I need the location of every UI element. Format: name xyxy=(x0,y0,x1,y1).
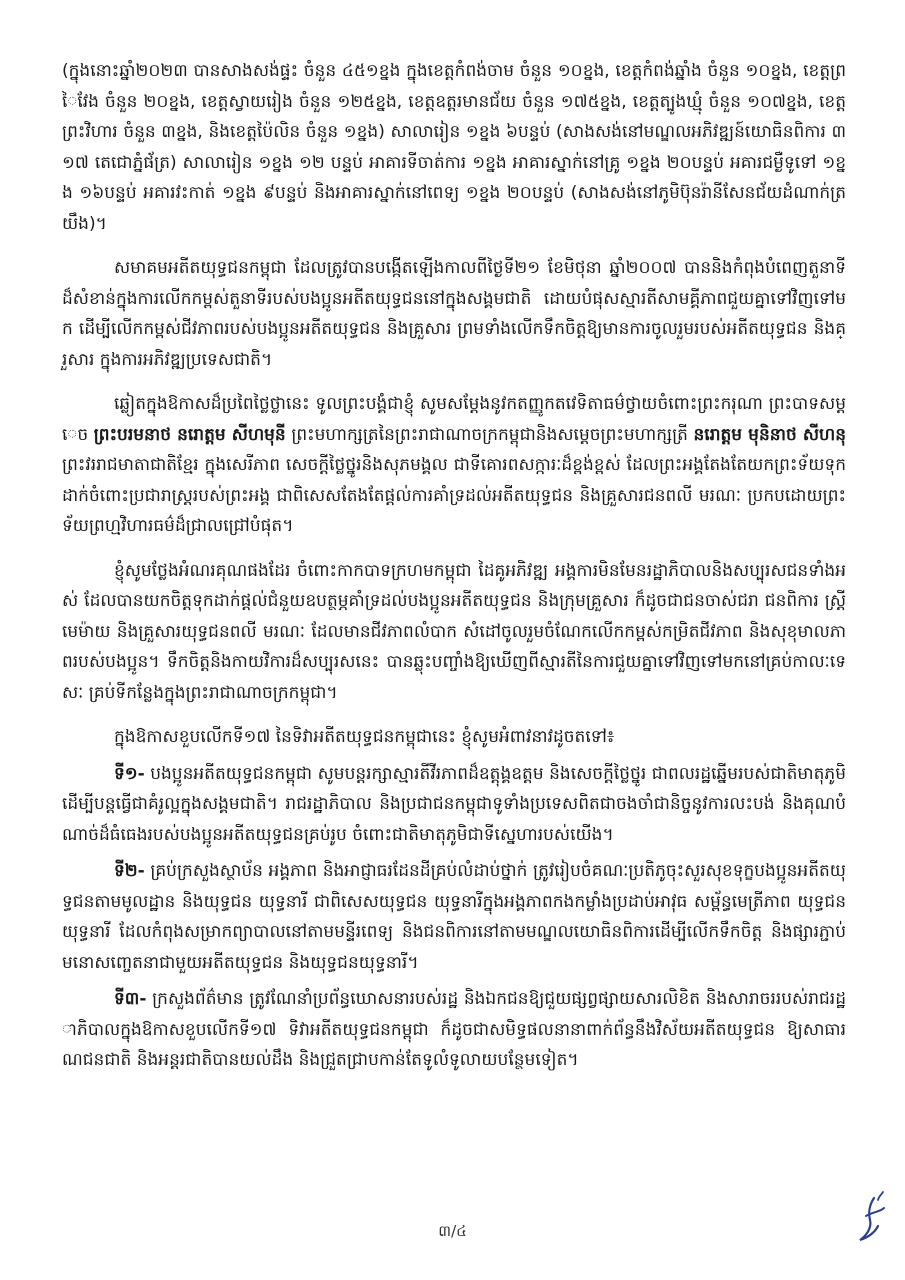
text-run: ក្រសួងព័ត៌មាន ត្រូវណែនាំប្រព័ន្ធឃោសនារបស់រដ្ឋ និងឯកជនឱ្យជួយផ្សព្វផ្សាយសារលិខិត និងសារាចររបស់រាជរដ្ឋាភិបាលក្នុងឱកាសខួបលើកទី១៧ ទិវាអតីតយុទ្ធជនកម្ពុជា ក៏ដូចជាសមិទ្ធផលនានាពាក់ព័ន្ធនឹងវិស័យអតីតយុទ្ធជន ឱ្យសាធារណជនជាតិ និងអន្តរជាតិបានយល់ដឹង និងជ្រួតជ្រាបកាន់តែទូលំទូលាយបន្ថែមទៀត។ xyxy=(62,989,846,1070)
text-run: (ក្នុងនោះឆ្នាំ២០២៣ បានសាងសង់ផ្ទះ ចំនួន ៤៥១ខ្នង ក្នុងខេត្តកំពង់ចាម ចំនួន ១០ខ្នង, ខេត្តកំពង់ឆ្នាំង ចំនួន ១០ខ្នង, ខេត្តព្រៃវែង ចំនួន ២០ខ្នង, ខេត្តស្វាយរៀង ចំនួន ១២៥ខ្នង, ខេត្តឧត្តរមានជ័យ ចំនួន ១៧៥ខ្នង, ខេត្តត្បូងឃ្មុំ ចំនួន ១០៧ខ្នង, ខេត្តព្រះវិហារ ចំនួន ៣ខ្នង, និងខេត្តប៉ៃលិន ចំនួន ១ខ្នង) សាលារៀន ១ខ្នង ៦បន្ទប់ (សាងសង់នៅមណ្ឌលអភិវឌ្ឍន៍យោធិនពិការ ៣១៧ តេជោភ្នំផ័ត្រ) សាលារៀន ១ខ្នង ១២ បន្ទប់ អាគារទីចាត់ការ ១ខ្នង អាគារស្នាក់នៅគ្រូ ១ខ្នង ២០បន្ទប់ អគារជម្ងឺទូទៅ ១ខ្នង ១៦បន្ទប់ អគារវះកាត់ ១ខ្នង ៩បន្ទប់ និងអាគារស្នាក់នៅពេទ្យ ១ខ្នង ២០បន្ទប់ (សាងសង់នៅភូមិប៊ុនរ៉ានីសែនជ័យដំណាក់ត្រយឹង)។ xyxy=(62,61,846,234)
text-run: ព្រះវររាជមាតាជាតិខ្មែរ ក្នុងសេរីភាព សេចក្តីថ្លៃថ្នូរនិងសុភមង្គល ជាទីគោរពសក្ការៈដ៏ខ្ពង់ខ្ពស់ ដែលព្រះអង្គតែងតែយកព្រះទ័យទុកដាក់ចំពោះប្រជារាស្ត្ររបស់ព្រះអង្គ ជាពិសេសតែងតែផ្តល់ការគាំទ្រដល់អតីតយុទ្ធជន និងគ្រួសារជនពលី មរណៈ ប្រកបដោយព្រះទ័យព្រហ្មវិហារធម៌ដ៏ជ្រាលជ្រៅបំផុត។ xyxy=(62,455,846,536)
document-body xyxy=(62,56,846,1090)
paragraph-p2 xyxy=(62,253,846,375)
bold-text-run: ព្រះបរមនាថ នរោត្តម សីហមុនី xyxy=(93,424,286,445)
paragraph-p6 xyxy=(62,759,846,851)
page-number: ៣/៤ xyxy=(438,1222,467,1240)
paragraph-p5 xyxy=(62,722,846,753)
bold-text-run: ទី២- xyxy=(114,861,145,881)
paragraph-p3 xyxy=(62,389,846,542)
paragraph-p4 xyxy=(62,556,846,709)
text-run: គ្រប់ក្រសួងស្ថាប័ន អង្គភាព និងអាជ្ញាធរដែនដីគ្រប់លំដាប់ថ្នាក់ ត្រូវរៀបចំគណៈប្រតិភូចុះសួរសុខទុក្ខបងប្អូនអតីតយុទ្ធជនតាមមូលដ្ឋាន និងយុទ្ធជន យុទ្ធនារី ជាពិសេសយុទ្ធជន យុទ្ធនារីក្នុងអង្គភាពកងកម្លាំងប្រដាប់អាវុធ សម្ព័ន្ធមេត្រីភាព យុទ្ធជន យុទ្ធនារី ដែលកំពុងសម្រាកព្យាបាលនៅតាមមន្ទីរពេទ្យ និងជនពិការនៅតាមមណ្ឌលយោធិនពិការដើម្បីលើកទឹកចិត្ត និងផ្សារភ្ជាប់មនោសញ្ចេតនាជាមួយអតីតយុទ្ធជន និងយុទ្ធជនយុទ្ធនារី។ xyxy=(62,861,846,973)
paragraph-p1 xyxy=(62,56,846,239)
text-run: ឆ្លៀតក្នុងឱកាសដ៏ប្រពៃថ្លៃថ្លានេះ ទូលព្រះបង្គំជាខ្ញុំ សូមសម្តែងនូវកតញ្ញូកតវេទិតាធម៌ថ្វាយចំពោះព្រះករុណា ព្រះបាទសម្តេច xyxy=(62,394,846,445)
text-run: សមាគមអតីតយុទ្ធជនកម្ពុជា ដែលត្រូវបានបង្កើតឡើងកាលពីថ្ងៃទី២១ ខែមិថុនា ឆ្នាំ២០០៧ បាននិងកំពុងបំពេញតួនាទីដ៏សំខាន់ក្នុងការលើកកម្ពស់តួនាទីរបស់បងប្អូនអតីតយុទ្ធជននៅក្នុងសង្គមជាតិ ដោយបំផុសស្មារតីសាមគ្គីភាពជួយគ្នាទៅវិញទៅមក ដើម្បីលើកកម្ពស់ជីវភាពរបស់បងប្អូនអតីតយុទ្ធជន និងគ្រួសារ ព្រមទាំងលើកទឹកចិត្តឱ្យមានការចូលរួមរបស់អតីតយុទ្ធជន និងគ្រួសារ ក្នុងការអភិវឌ្ឍប្រទេសជាតិ។ xyxy=(62,258,846,370)
paragraph-p8 xyxy=(62,984,846,1076)
text-run: ក្នុងឱកាសខួបលើកទី១៧ នៃទិវាអតីតយុទ្ធជនកម្ពុជានេះ ខ្ញុំសូមអំពាវនាវដូចតទៅ៖ xyxy=(114,727,615,747)
text-run: ខ្ញុំសូមថ្លែងអំណរគុណផងដែរ ចំពោះកាកបាទក្រហមកម្ពុជា ដៃគូអភិវឌ្ឍ អង្គការមិនមែនរដ្ឋាភិបាលនិងសប្បុរសជនទាំងអស់ ដែលបានយកចិត្តទុកដាក់ផ្តល់ជំនួយឧបត្ថម្ភគាំទ្រដល់បងប្អូនអតីតយុទ្ធជន និងក្រុមគ្រួសារ ក៏ដូចជាជនចាស់ជរា ជនពិការ ស្ត្រីមេម៉ាយ និងគ្រួសារយុទ្ធជនពលី មរណៈ ដែលមានជីវភាពលំបាក សំដៅចូលរួមចំណែកលើកកម្ពស់កម្រិតជីវភាព និងសុខុមាលភាពរបស់បងប្អូន។ ទឹកចិត្តនិងកាយវិការដ៏សប្បុរសនេះ បានឆ្លុះបញ្ចាំងឱ្យឃើញពីស្មារតីនៃការជួយគ្នាទៅវិញទៅមកនៅគ្រប់កាលៈទេសៈ គ្រប់ទីកន្លែងក្នុងព្រះរាជាណាចក្រកម្ពុជា។ xyxy=(62,560,846,703)
bold-text-run: ទី១- xyxy=(114,763,145,784)
text-run: ព្រះមហាក្សត្រនៃព្រះរាជាណាចក្រកម្ពុជានិងសម្តេចព្រះមហាក្សត្រី xyxy=(285,424,694,445)
bold-text-run: ទី៣- xyxy=(114,989,147,1009)
paragraph-p7 xyxy=(62,856,846,978)
handwritten-initial-signature xyxy=(852,1190,892,1250)
text-run: បងប្អូនអតីតយុទ្ធជនកម្ពុជា សូមបន្តរក្សាស្មារតីវីរភាពដ៏ឧត្តុង្គឧត្តម និងសេចក្តីថ្លៃថ្នូរ ជាពលរដ្ឋឆ្នើមរបស់ជាតិមាតុភូមិ ដើម្បីបន្តធ្វើជាគំរូល្អក្នុងសង្គមជាតិ។ រាជរដ្ឋាភិបាល និងប្រជាជនកម្ពុជាទូទាំងប្រទេសពិតជាចងចាំជានិច្ចនូវការលះបង់ និងគុណបំណាច់ដ៏ធំធេងរបស់បងប្អូនអតីតយុទ្ធជនគ្រប់រូប ចំពោះជាតិមាតុភូមិជាទីស្នេហារបស់យើង។ xyxy=(62,763,846,845)
bold-text-run: នរោត្តម មុនិនាថ សីហនុ xyxy=(693,424,846,445)
